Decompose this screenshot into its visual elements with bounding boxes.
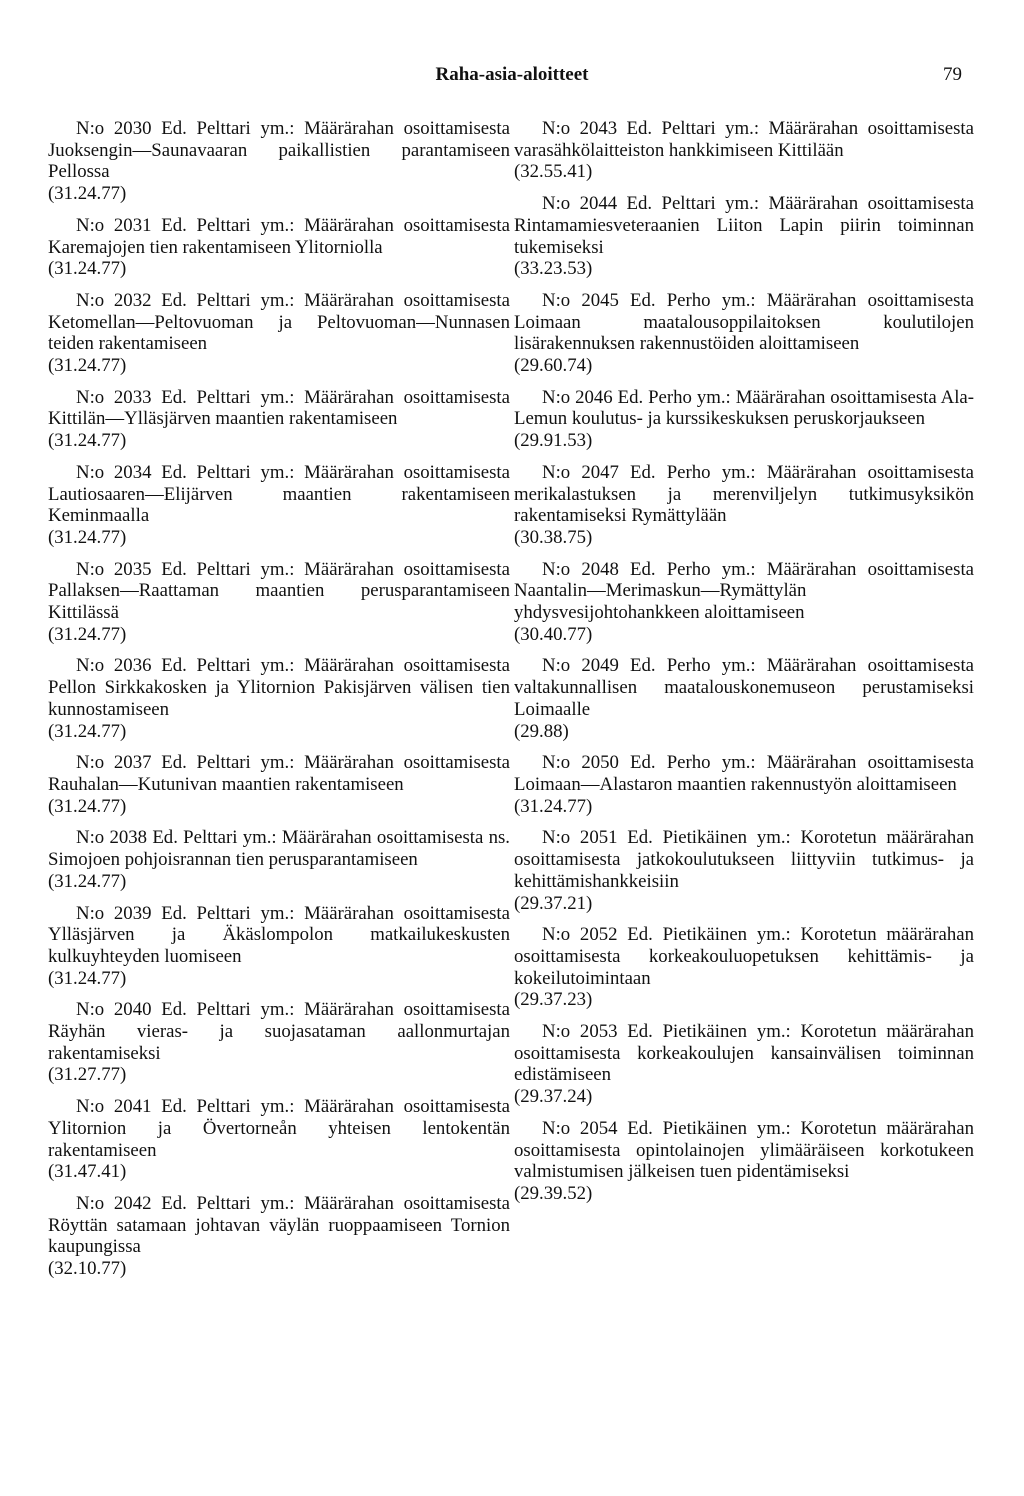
budget-code: (29.37.23) [514,989,593,1011]
motion-text: N:o 2046 Ed. Perho ym.: Määrärahan osoittamisesta Ala-Lemun koulutus- ja kurssikeskuksen peruskorjaukseen [514,386,974,430]
motion-entry [514,924,974,1011]
budget-code: (32.55.41) [514,161,593,183]
motion-entry [48,559,510,646]
motion-text: N:o 2048 Ed. Perho ym.: Määrärahan osoittamisesta Naantalin—Merimaskun—Rymättylän yhdysvesijohtohankkeen aloittamiseen [514,558,974,624]
motion-text: N:o 2040 Ed. Pelttari ym.: Määrärahan osoittamisesta Räyhän vieras- ja suojasataman aallonmurtajan rakentamiseksi [48,999,510,1064]
motion-text: N:o 2032 Ed. Pelttari ym.: Määrärahan osoittamisesta Ketomellan—Peltovuoman ja Peltovuoman—Nunnasen teiden rakentamiseen [48,289,510,355]
motion-text: N:o 2052 Ed. Pietikäinen ym.: Korotetun määrärahan osoittamisesta korkeakouluopetuksen kehittämis- ja kokeilutoimintaan [514,924,974,989]
motion-text: N:o 2045 Ed. Perho ym.: Määrärahan osoittamisesta Loimaan maatalousoppilaitoksen koulutilojen lisärakennuksen rakennustöiden aloittamiseen [514,289,974,355]
budget-code: (31.24.77) [514,795,593,817]
page-number: 79 [943,64,962,85]
motion-entry [514,290,974,377]
motion-entry [48,752,510,817]
budget-code: (29.88) [514,720,569,742]
motion-entry [48,903,510,990]
budget-code: (31.24.77) [48,183,127,205]
left-column [48,118,510,1290]
budget-code: (31.24.77) [48,430,127,452]
motion-text: N:o 2054 Ed. Pietikäinen ym.: Korotetun määrärahan osoittamisesta opintolainojen ylimääräiseen korkotukeen valmistumisen jälkeisen tuen pidentämiseksi [514,1117,974,1183]
motion-entry [48,462,510,549]
motion-entry [48,999,510,1086]
budget-code: (31.24.77) [48,526,127,548]
motion-entry [48,655,510,742]
motion-entry [48,215,510,280]
motion-entry [48,1193,510,1280]
motion-text: N:o 2050 Ed. Perho ym.: Määrärahan osoittamisesta Loimaan—Alastaron maantien rakennustyön aloittamiseen [514,752,974,795]
right-column [514,118,974,1215]
motion-entry [514,827,974,914]
motion-entry [514,1021,974,1108]
motion-text: N:o 2038 Ed. Pelttari ym.: Määrärahan osoittamisesta ns. Simojoen pohjoisrannan tien perusparantamiseen [48,827,510,871]
budget-code: (29.39.52) [514,1182,593,1204]
budget-code: (31.24.77) [48,720,127,742]
budget-code: (30.38.75) [514,526,593,548]
motion-entry [48,1096,510,1183]
motion-entry [48,290,510,377]
motion-text: N:o 2051 Ed. Pietikäinen ym.: Korotetun määrärahan osoittamisesta jatkokoulutukseen liittyviin tutkimus- ja kehittämishankkeisiin [514,827,974,892]
motion-entry [514,387,974,452]
budget-code: (31.24.77) [48,623,127,645]
budget-code: (31.24.77) [48,967,127,989]
motion-text: N:o 2036 Ed. Pelttari ym.: Määrärahan osoittamisesta Pellon Sirkkakosken ja Ylitornion Pakisjärven välisen tien kunnostamiseen [48,655,510,720]
budget-code: (31.24.77) [48,795,127,817]
page-title: Raha-asia-aloitteet [435,64,589,85]
motion-entry [48,387,510,452]
motion-text: N:o 2031 Ed. Pelttari ym.: Määrärahan osoittamisesta Karemajojen tien rakentamiseen Ylitorniolla [48,214,510,258]
motion-entry [514,462,974,549]
motion-text: N:o 2049 Ed. Perho ym.: Määrärahan osoittamisesta valtakunnallisen maatalouskonemuseon perustamiseksi Loimaalle [514,655,974,720]
motion-text: N:o 2041 Ed. Pelttari ym.: Määrärahan osoittamisesta Ylitornion ja Övertorneån yhteisen lentokentän rakentamiseen [48,1096,510,1161]
motion-text: N:o 2044 Ed. Pelttari ym.: Määrärahan osoittamisesta Rintamamiesveteraanien Liiton Lapin piirin toiminnan tukemiseksi [514,193,974,258]
motion-text: N:o 2035 Ed. Pelttari ym.: Määrärahan osoittamisesta Pallaksen—Raattaman maantien perusparantamiseen Kittilässä [48,558,510,624]
budget-code: (31.47.41) [48,1161,127,1183]
budget-code: (33.23.53) [514,258,593,280]
motion-text: N:o 2033 Ed. Pelttari ym.: Määrärahan osoittamisesta Kittilän—Ylläsjärven maantien rakentamiseen [48,386,510,430]
motion-entry [48,827,510,892]
motion-entry [514,193,974,280]
motion-text: N:o 2053 Ed. Pietikäinen ym.: Korotetun määrärahan osoittamisesta korkeakoulujen kansainvälisen toiminnan edistämiseen [514,1021,974,1086]
motion-text: N:o 2039 Ed. Pelttari ym.: Määrärahan osoittamisesta Ylläsjärven ja Äkäslompolon matkailukeskusten kulkuyhteyden luomiseen [48,902,510,967]
motion-entry [514,1118,974,1205]
budget-code: (32.10.77) [48,1258,127,1280]
budget-code: (29.91.53) [514,430,593,452]
motion-text: N:o 2043 Ed. Pelttari ym.: Määrärahan osoittamisesta varasähkölaitteiston hankkimiseen Kittilään [514,118,974,161]
motion-text: N:o 2030 Ed. Pelttari ym.: Määrärahan osoittamisesta Juoksengin—Saunavaaran paikallistien parantamiseen Pellossa [48,118,510,183]
budget-code: (31.24.77) [48,355,127,377]
budget-code: (29.60.74) [514,355,593,377]
budget-code: (31.24.77) [48,870,127,892]
budget-code: (31.27.77) [48,1064,127,1086]
motion-text: N:o 2037 Ed. Pelttari ym.: Määrärahan osoittamisesta Rauhalan—Kutunivan maantien rakentamiseen [48,752,510,795]
motion-text: N:o 2047 Ed. Perho ym.: Määrärahan osoittamisesta merikalastuksen ja merenviljelyn tutkimusyksikön rakentamiseksi Rymättylään [514,461,974,527]
motion-text: N:o 2034 Ed. Pelttari ym.: Määrärahan osoittamisesta Lautiosaaren—Elijärven maantien rakentamiseen Keminmaalla [48,461,510,527]
running-head [0,60,1024,90]
budget-code: (29.37.24) [514,1086,593,1108]
budget-code: (30.40.77) [514,623,593,645]
motion-entry [514,559,974,646]
motion-entry [514,118,974,183]
motion-entry [514,752,974,817]
motion-entry [514,655,974,742]
motion-entry [48,118,510,205]
budget-code: (31.24.77) [48,258,127,280]
budget-code: (29.37.21) [514,892,593,914]
motion-text: N:o 2042 Ed. Pelttari ym.: Määrärahan osoittamisesta Röyttän satamaan johtavan väylän ruoppaamiseen Tornion kaupungissa [48,1192,510,1258]
